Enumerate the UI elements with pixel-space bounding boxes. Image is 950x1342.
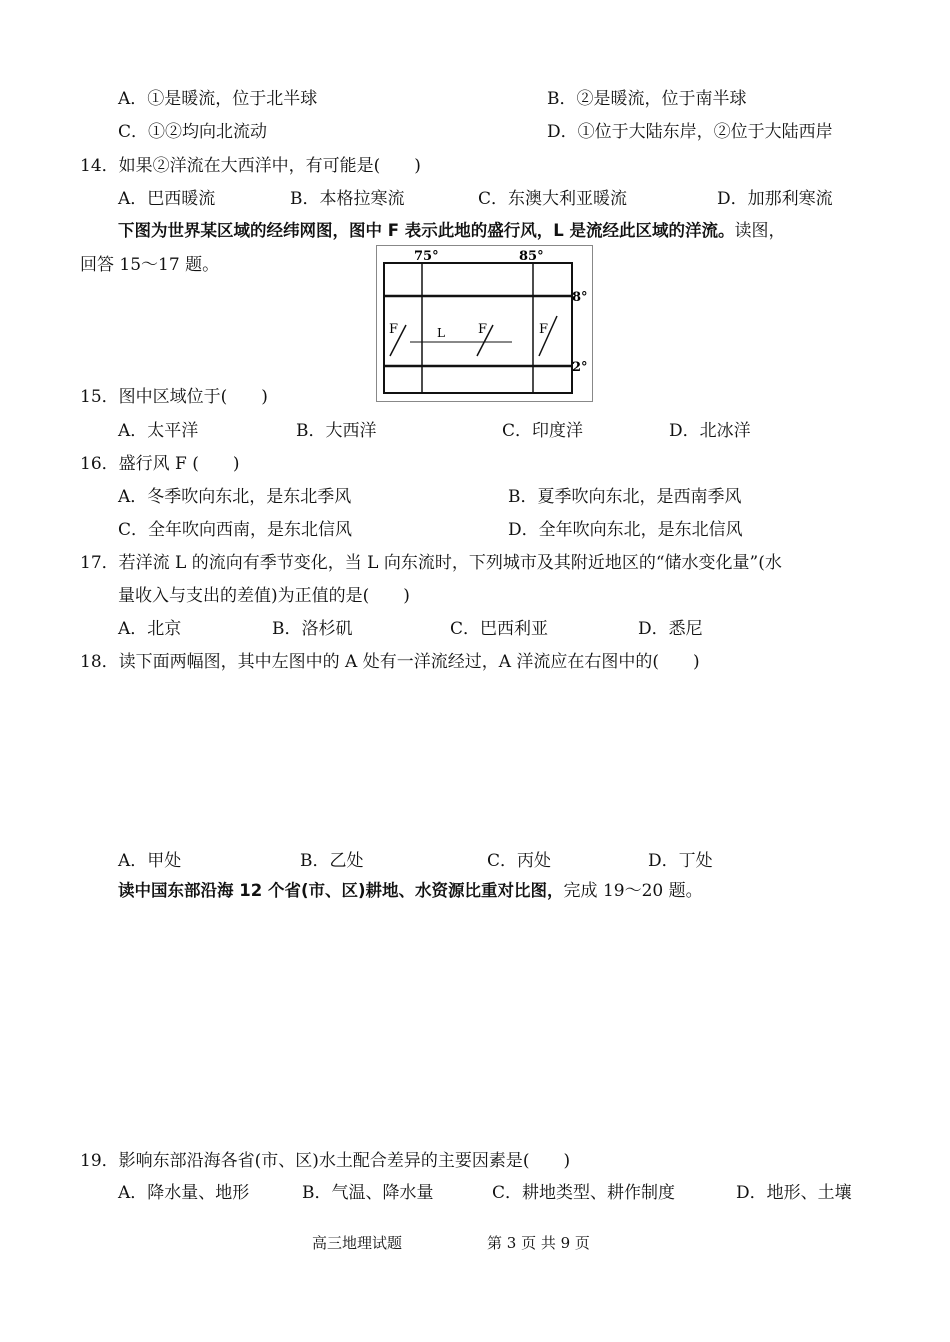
lat-lon-grid-figure — [376, 245, 593, 402]
q18-option-b: B．乙处 — [300, 851, 364, 871]
q16-stem: 16．盛行风 F ( ) — [80, 454, 240, 474]
lon-label-right: 85° — [519, 249, 544, 264]
q17-option-d: D．悉尼 — [638, 619, 703, 639]
intro-19-20-bold: 读中国东部沿海 12 个省(市、区)耕地、水资源比重对比图， — [118, 881, 564, 900]
q15-option-c: C．印度洋 — [502, 421, 584, 441]
footer-subject: 高三地理试题 — [312, 1234, 403, 1252]
q17-option-b: B．洛杉矶 — [272, 619, 353, 639]
q16-option-c: C．全年吹向西南，是东北信风 — [118, 520, 353, 540]
q15-option-b: B．大西洋 — [296, 421, 377, 441]
intro-19-20-tail: 完成 19～20 题。 — [563, 881, 703, 901]
q18-stem: 18．读下面两幅图，其中左图中的 A 处有一洋流经过，A 洋流应在右图中的( ) — [80, 652, 700, 672]
lat-label-top: 8° — [572, 290, 588, 305]
q15-option-a: A．太平洋 — [118, 421, 199, 441]
intro-19-20 — [118, 880, 703, 902]
intro-15-17-line2: 回答 15～17 题。 — [80, 255, 220, 275]
current-label: L — [437, 326, 445, 340]
q19-stem: 19．影响东部沿海各省(市、区)水土配合差异的主要因素是( ) — [80, 1151, 571, 1171]
q19-option-a: A．降水量、地形 — [118, 1183, 250, 1203]
q17-option-c: C．巴西利亚 — [450, 619, 549, 639]
q16-option-a: A．冬季吹向东北，是东北季风 — [118, 487, 352, 507]
q16-option-d: D．全年吹向东北，是东北信风 — [508, 520, 743, 540]
q17-stem-line2: 量收入与支出的差值)为正值的是( ) — [118, 586, 410, 606]
q13-option-c: C．①②均向北流动 — [118, 122, 268, 142]
q13-option-b: B．②是暖流，位于南半球 — [547, 89, 747, 109]
q14-stem: 14．如果②洋流在大西洋中，有可能是( ) — [80, 156, 421, 176]
q19-option-c: C．耕地类型、耕作制度 — [492, 1183, 676, 1203]
q14-option-b: B．本格拉寒流 — [290, 189, 405, 209]
q14-option-a: A．巴西暖流 — [118, 189, 216, 209]
q14-option-d: D．加那利寒流 — [717, 189, 833, 209]
q19-option-b: B．气温、降水量 — [302, 1183, 434, 1203]
q17-option-a: A．北京 — [118, 619, 182, 639]
q16-option-b: B．夏季吹向东北，是西南季风 — [508, 487, 742, 507]
lon-label-left: 75° — [414, 249, 439, 264]
q13-option-a: A．①是暖流，位于北半球 — [118, 89, 318, 109]
q19-option-d: D．地形、土壤 — [736, 1183, 852, 1203]
q13-option-d: D．①位于大陆东岸，②位于大陆西岸 — [547, 122, 833, 142]
q18-option-d: D．丁处 — [648, 851, 713, 871]
intro-15-17-tail: 读图， — [734, 221, 786, 241]
intro-15-17-bold: 下图为世界某区域的经纬网图，图中 F 表示此地的盛行风，L 是流经此区域的洋流。 — [118, 221, 735, 240]
wind-label-2: F — [478, 322, 488, 337]
q15-stem: 15．图中区域位于( ) — [80, 387, 268, 407]
q14-option-c: C．东澳大利亚暖流 — [478, 189, 628, 209]
q17-stem-line1: 17．若洋流 L 的流向有季节变化，当 L 向东流时，下列城市及其附近地区的“储水变化量”(水 — [80, 553, 782, 573]
intro-15-17-line1 — [118, 220, 786, 242]
footer-page-number: 第 3 页 共 9 页 — [487, 1234, 590, 1252]
wind-label-3: F — [539, 322, 549, 337]
wind-label-1: F — [389, 322, 399, 337]
q18-option-c: C．丙处 — [487, 851, 552, 871]
q15-option-d: D．北冰洋 — [669, 421, 751, 441]
q18-option-a: A．甲处 — [118, 851, 182, 871]
lat-label-bottom: 2° — [572, 360, 588, 375]
